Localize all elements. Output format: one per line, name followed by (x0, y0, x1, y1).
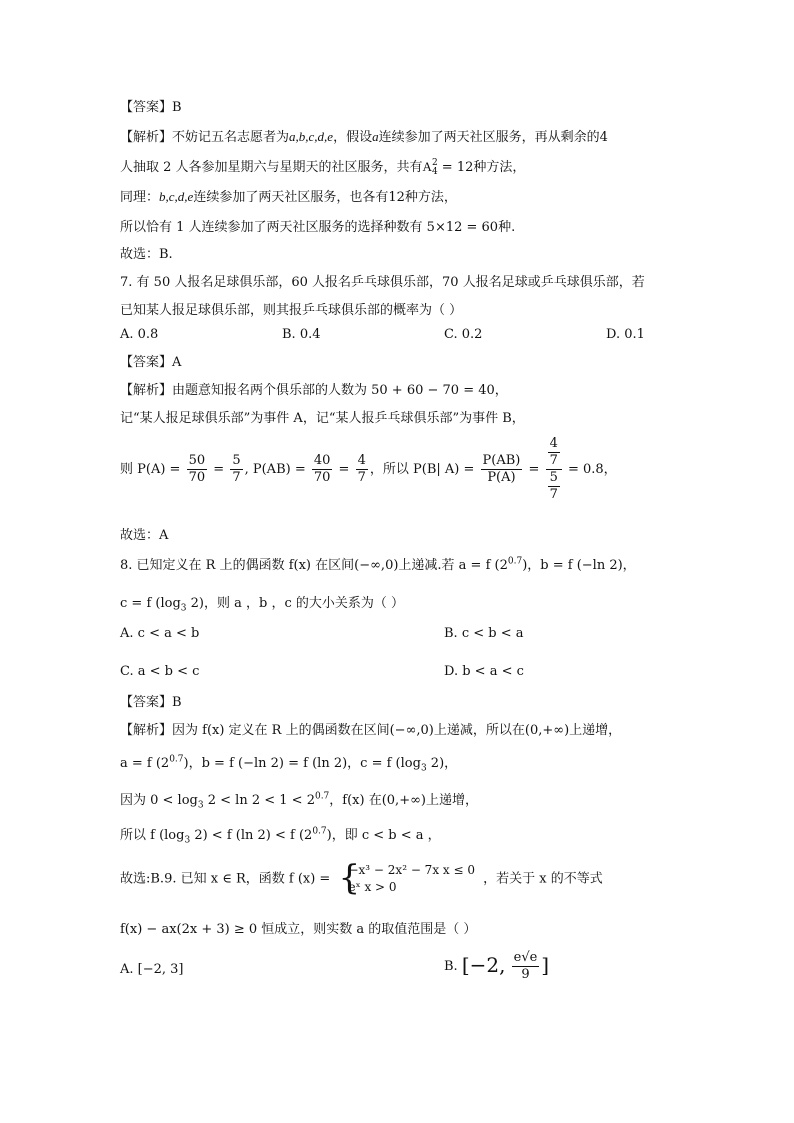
q9-option-b: B. [−2, $\frac{e√e}{9}$ ] (444, 950, 550, 982)
fraction: $\frac{40}{70}$ (313, 453, 331, 485)
q8-option-b: B. c < b < a (444, 626, 524, 641)
explanation-6-line-4: 所以恰有 1 人连续参加了两天社区服务的选择种数有 5×12 = 60种. (120, 220, 516, 235)
q7-option-a: A. 0.8 (120, 327, 159, 342)
explanation-7-line-1: 【解析】由题意知报名两个俱乐部的人数为 50 + 60 − 70 = 40， (120, 383, 508, 398)
fraction: $\frac{5}{7}$ (232, 453, 241, 485)
q7-option-d: D. 0.1 (606, 327, 645, 342)
explanation-7-formula: 则 P(A) = $\frac{50}{70}$ = $\frac{5}{7}$ , P(AB) = $\frac{40}{70}$ = $\frac{4}{7}$ ，所以 P(B| A) = $\frac{P(AB)}{P(A)}$ = $\frac{\frac{4}{7}}{\frac{5}{7}}$ = 0.8， (120, 436, 617, 502)
question-9-line-1: 故选:B.9. 已知 x ∈ R，函数 f (x) = { −x³ − 2x² − 7x x ≤ 0 eˣ x > 0 ，若关于 x 的不等式 (120, 858, 603, 898)
question-8-line-2: c = f ($\log_3$ 2)，则 a ，b ，c 的大小关系为（ ） (120, 596, 404, 614)
answer-7: 【答案】A (120, 355, 182, 370)
question-7-line-1: 7. 有 50 人报名足球俱乐部，60 人报名乒乓球俱乐部，70 人报名足球或乒乓球俱乐部，若 (120, 275, 645, 290)
explanation-6-line-3: 同理：b,c,d,e连续参加了两天社区服务，也各有12种方法， (120, 189, 457, 205)
question-8-line-1: 8. 已知定义在 R 上的偶函数 f(x) 在区间(−∞,0)上递减.若 a = f $(2^{0.7})$，b = f (−ln 2)， (120, 556, 636, 573)
q8-option-c: C. a < b < c (120, 664, 200, 679)
answer-6: 【答案】B (120, 100, 182, 115)
q8-option-a: A. c < a < b (120, 626, 200, 641)
question-9-line-2: f(x) − ax(2x + 3) ≥ 0 恒成立，则实数 a 的取值范围是（ ） (120, 922, 477, 937)
question-7-line-2: 已知某人报足球俱乐部，则其报乒乓球俱乐部的概率为（ ） (120, 303, 463, 318)
answer-8: 【答案】B (120, 695, 182, 710)
fraction: $\frac{e√e}{9}$ (513, 950, 538, 982)
explanation-7-line-2: 记“某人报足球俱乐部”为事件 A，记“某人报乒乓球俱乐部”为事件 B， (120, 411, 525, 426)
fraction: $\frac{4}{7}$ (357, 453, 366, 485)
explanation-8-line-2: a = f $(2^{0.7})$，b = f (−ln 2) = f (ln 2)，c = f ($\log_3$ 2)， (120, 754, 458, 774)
compound-fraction: $\frac{\frac{4}{7}}{\frac{5}{7}}$ (546, 436, 562, 503)
q7-option-b: B. 0.4 (282, 327, 321, 342)
fraction: $\frac{P(AB)}{P(A)}$ (482, 453, 521, 485)
q9-option-a: A. [−2, 3] (120, 962, 184, 977)
conclusion-7: 故选：A (120, 528, 169, 543)
explanation-8-line-3: 因为 $0 < \log_3 2 < \ln 2 < 1 < 2^{0.7}$，f(x) 在(0,+∞)上递增， (120, 791, 478, 811)
piecewise-function: { −x³ − 2x² − 7x x ≤ 0 eˣ x > 0 (338, 858, 475, 898)
conclusion-6: 故选：B. (120, 247, 173, 262)
explanation-8-line-4: 所以 f ($\log_3$ 2) < f (ln 2) < f $(2^{0.7})$，即 c < b < a ， (120, 826, 441, 846)
q7-option-c: C. 0.2 (444, 327, 483, 342)
fraction: $\frac{50}{70}$ (188, 453, 206, 485)
q8-option-d: D. b < a < c (444, 664, 524, 679)
explanation-8-line-1: 【解析】因为 f(x) 定义在 R 上的偶函数在区间(−∞,0)上递减，所以在(0,+∞)上递增， (120, 723, 622, 738)
explanation-6-line-2: 人抽取 2 人各参加星期六与星期天的社区服务，共有A 2 4 = 12种方法， (120, 157, 526, 177)
explanation-6-line-1: 【解析】不妨记五名志愿者为a,b,c,d,e，假设a连续参加了两天社区服务，再从剩余的4 (120, 129, 608, 145)
